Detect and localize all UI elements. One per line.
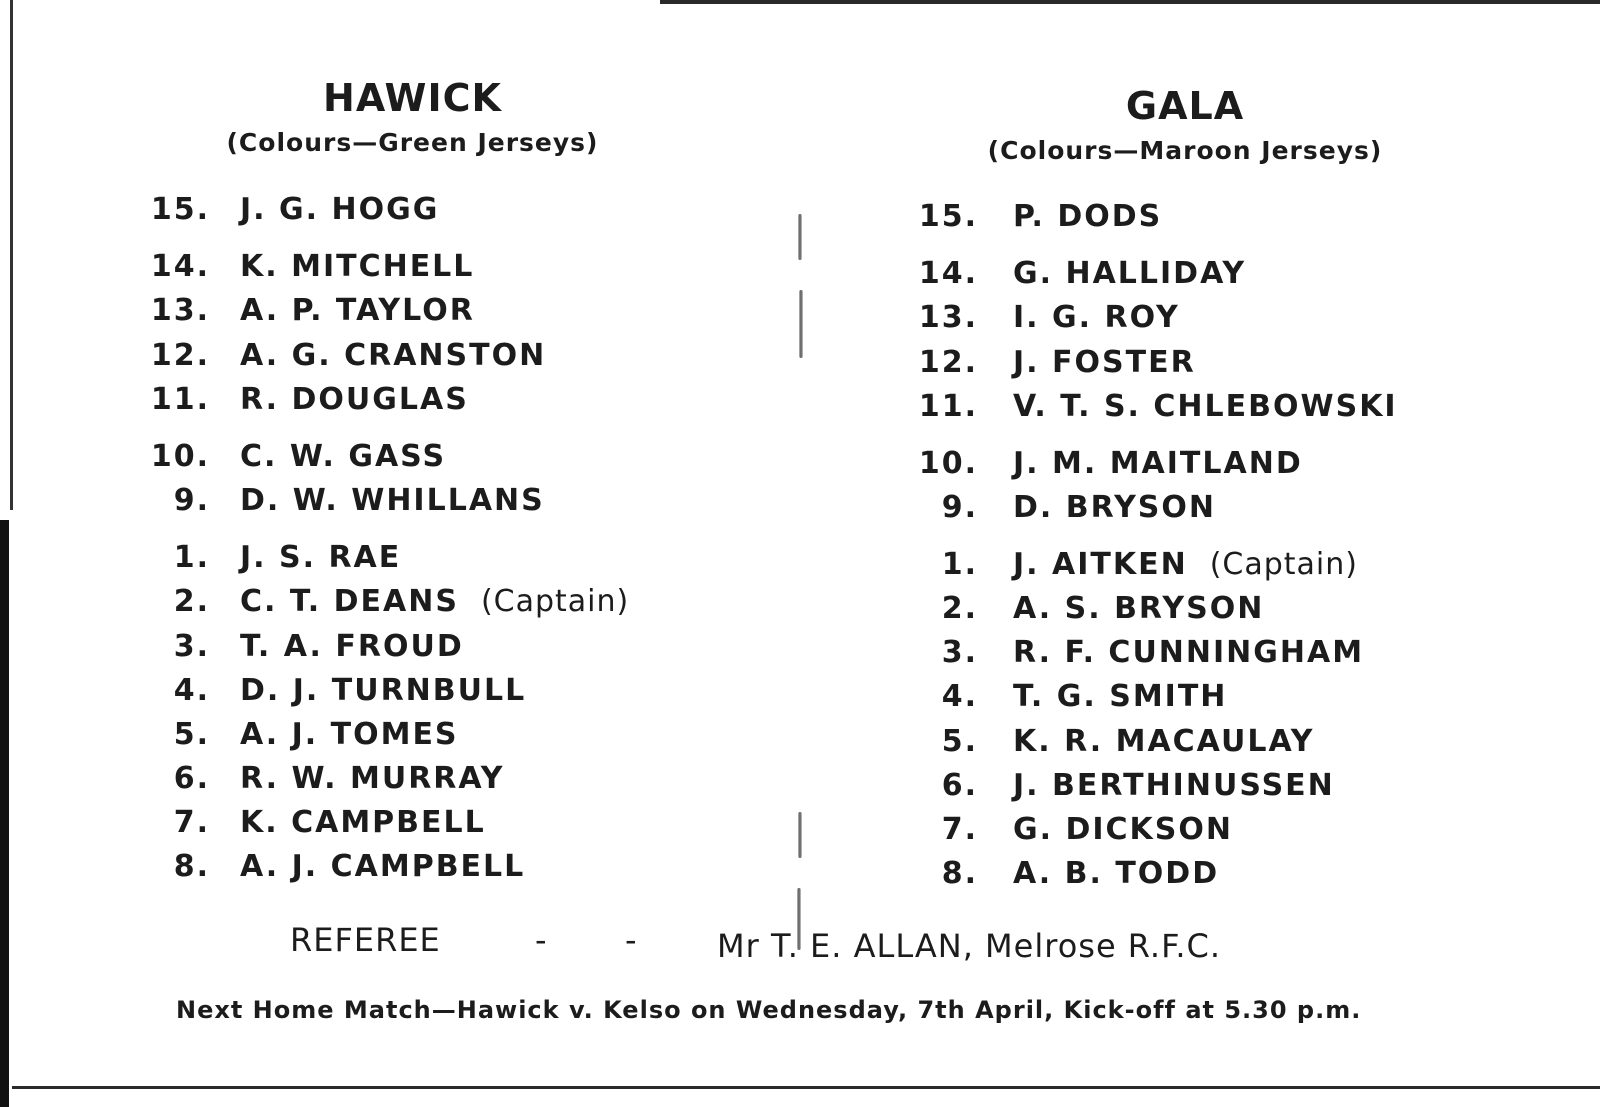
player-row (140, 380, 469, 420)
player-name (1013, 633, 1364, 673)
player-row (908, 722, 1315, 762)
player-number: 9. (941, 490, 978, 525)
player-row (908, 633, 1365, 673)
player-number: 15. (918, 199, 978, 234)
player-number: 5. (941, 724, 978, 759)
player-row (140, 190, 440, 230)
player-name (1013, 677, 1227, 717)
player-number: 3. (173, 629, 210, 664)
player-name-text: G. DICKSON (1013, 812, 1234, 847)
player-name-text: P. DODS (1013, 199, 1163, 234)
player-row (908, 677, 1228, 717)
player-number: 6. (173, 761, 210, 796)
player-name-text: A. B. TODD (1013, 856, 1220, 891)
player-number: 8. (941, 856, 978, 891)
player-name (1013, 589, 1264, 629)
player-number: 8. (173, 849, 210, 884)
player-name-text: A. G. CRANSTON (240, 338, 547, 373)
player-number: 1. (173, 540, 210, 575)
player-number: 11. (150, 382, 210, 417)
left-rule (10, 0, 13, 510)
player-row (140, 247, 475, 287)
player-name-text: K. CAMPBELL (240, 805, 486, 840)
player-name-text: K. R. MACAULAY (1013, 724, 1315, 759)
player-name (1013, 766, 1335, 806)
player-name-text: A. J. TOMES (240, 717, 459, 752)
player-name (1013, 444, 1303, 484)
player-name-text: J. M. MAITLAND (1013, 446, 1303, 481)
player-name-text: D. BRYSON (1013, 490, 1217, 525)
player-name-text: J. FOSTER (1013, 345, 1196, 380)
player-name (1013, 343, 1196, 383)
player-number: 13. (150, 293, 210, 328)
next-home-match: Next Home Match—Hawick v. Kelso on Wednesday, 7th April, Kick-off at 5.30 p.m. (176, 996, 1362, 1024)
player-name-text: R. W. MURRAY (240, 761, 505, 796)
player-row (908, 298, 1180, 338)
player-row (140, 759, 505, 799)
player-name (1013, 722, 1315, 762)
player-number: 2. (173, 584, 210, 619)
player-name-text: T. G. SMITH (1013, 679, 1228, 714)
player-row (908, 197, 1163, 237)
player-name-text: A. J. CAMPBELL (240, 849, 526, 884)
player-name (240, 803, 486, 843)
referee-name: Mr T. E. ALLAN, Melrose R.F.C. (717, 927, 1222, 965)
away-team-colours: (Colours—Maroon Jerseys) (987, 136, 1383, 165)
player-name (1013, 387, 1398, 427)
player-row (140, 437, 447, 477)
referee-dash: - (625, 921, 638, 959)
player-number: 9. (173, 483, 210, 518)
player-name-text: K. MITCHELL (240, 249, 475, 284)
player-name-text: G. HALLIDAY (1013, 256, 1247, 291)
player-number: 10. (150, 439, 210, 474)
player-name-text: V. T. S. CHLEBOWSKI (1013, 389, 1398, 424)
left-edge-shadow (0, 520, 9, 1107)
player-row (140, 291, 475, 331)
player-name (240, 671, 526, 711)
player-name-text: T. A. FROUD (240, 629, 464, 664)
player-name (1013, 254, 1246, 294)
player-row (140, 627, 464, 667)
player-row (140, 538, 402, 578)
player-row (140, 847, 526, 887)
player-row (908, 343, 1196, 383)
player-number: 1. (941, 547, 978, 582)
player-row (140, 803, 486, 843)
player-name (240, 380, 469, 420)
player-name-text: R. DOUGLAS (240, 382, 469, 417)
player-row (140, 336, 547, 376)
player-name-text: J. S. RAE (240, 540, 402, 575)
captain-note: (Captain) (480, 584, 630, 619)
player-name (240, 481, 545, 521)
player-number: 7. (173, 805, 210, 840)
player-number: 4. (173, 673, 210, 708)
player-number: 14. (918, 256, 978, 291)
player-name (1013, 545, 1358, 585)
player-name (240, 759, 504, 799)
player-row (140, 671, 527, 711)
player-name-text: J. G. HOGG (240, 192, 440, 227)
player-name-text: R. F. CUNNINGHAM (1013, 635, 1365, 670)
player-row (908, 545, 1358, 585)
home-team-colours: (Colours—Green Jerseys) (226, 128, 599, 157)
player-number: 10. (918, 446, 978, 481)
player-name-text: C. W. GASS (240, 439, 447, 474)
player-row (908, 810, 1234, 850)
player-number: 3. (941, 635, 978, 670)
player-row (908, 254, 1247, 294)
player-number: 11. (918, 389, 978, 424)
player-name (240, 437, 446, 477)
referee-label: REFEREE (290, 921, 441, 959)
player-number: 12. (918, 345, 978, 380)
player-number: 7. (941, 812, 978, 847)
player-name-text: D. W. WHILLANS (240, 483, 545, 518)
bottom-rule (12, 1086, 1600, 1089)
player-name-text: C. T. DEANS (240, 584, 459, 619)
player-row (908, 854, 1220, 894)
player-name (1013, 488, 1216, 528)
player-name (1013, 298, 1180, 338)
player-name (240, 582, 629, 622)
player-row (908, 766, 1335, 806)
player-row (908, 387, 1398, 427)
referee-dash: - (535, 921, 548, 959)
player-name (1013, 854, 1219, 894)
player-name-text: A. P. TAYLOR (240, 293, 475, 328)
player-number: 12. (150, 338, 210, 373)
player-name-text: D. J. TURNBULL (240, 673, 527, 708)
away-team-name: GALA (1125, 84, 1245, 128)
player-row (140, 481, 545, 521)
top-rule (660, 0, 1600, 4)
player-number: 14. (150, 249, 210, 284)
player-name (1013, 810, 1233, 850)
player-name (1013, 197, 1162, 237)
player-row (908, 488, 1217, 528)
player-name-text: I. G. ROY (1013, 300, 1180, 335)
player-name-text: J. AITKEN (1013, 547, 1188, 582)
player-row (140, 582, 630, 622)
player-row (908, 444, 1303, 484)
player-name (240, 336, 546, 376)
player-row (140, 715, 459, 755)
player-number: 5. (173, 717, 210, 752)
player-name (240, 627, 464, 667)
referee-line (0, 915, 1600, 965)
home-team-name: HAWICK (323, 76, 502, 120)
captain-note: (Captain) (1209, 547, 1358, 582)
player-name-text: J. BERTHINUSSEN (1013, 768, 1335, 803)
player-number: 15. (150, 192, 210, 227)
player-name-text: A. S. BRYSON (1013, 591, 1265, 626)
player-number: 2. (941, 591, 978, 626)
player-number: 6. (941, 768, 978, 803)
player-number: 13. (918, 300, 978, 335)
player-row (908, 589, 1265, 629)
staple-mark (799, 290, 803, 358)
player-name (240, 538, 401, 578)
player-name (240, 715, 459, 755)
player-number: 4. (941, 679, 978, 714)
staple-mark (798, 812, 802, 858)
player-name (240, 291, 475, 331)
staple-mark (798, 214, 802, 260)
player-name (240, 247, 474, 287)
player-name (240, 847, 525, 887)
player-name (240, 190, 439, 230)
